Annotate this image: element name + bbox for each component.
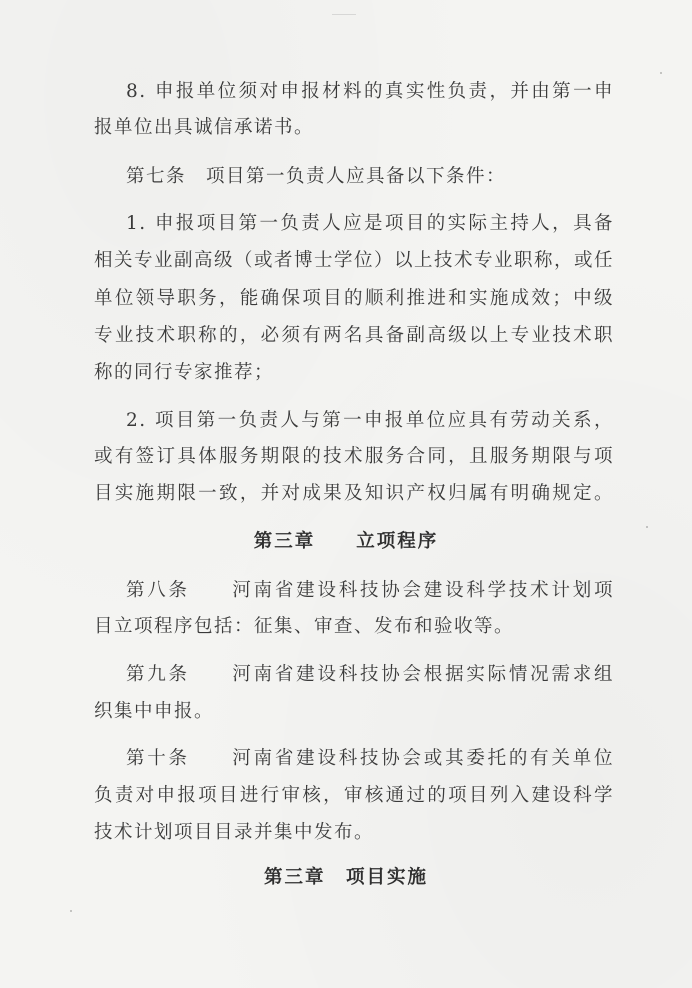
- text-line: 报单位出具诚信承诺书。: [94, 117, 315, 138]
- text-line: 称的同行专家推荐；: [94, 362, 275, 383]
- scan-speck: [646, 526, 648, 528]
- chapter-heading: 第三章 立项程序: [253, 531, 439, 552]
- chapter-heading: 第三章 项目实施: [263, 867, 428, 888]
- scan-mark: [332, 14, 356, 15]
- text-line: 2. 项目第一负责人与第一申报单位应具有劳动关系，: [126, 410, 614, 431]
- text-line: 8. 申报单位须对申报材料的真实性负责，并由第一申: [126, 81, 614, 102]
- text-line: 单位领导职务，能确保项目的顺利推进和实施成效；中级: [94, 288, 614, 309]
- text-line: 第八条 河南省建设科技协会建设科学技术计划项: [126, 580, 614, 601]
- text-line: 织集中申报。: [94, 701, 215, 722]
- text-line: 技术计划项目目录并集中发布。: [94, 822, 375, 843]
- text-line: 1. 申报项目第一负责人应是项目的实际主持人，具备: [126, 213, 614, 234]
- text-line: 专业技术职称的，必须有两名具备副高级以上专业技术职: [94, 325, 614, 346]
- scan-speck: [660, 72, 662, 74]
- text-line: 目立项程序包括：征集、审查、发布和验收等。: [94, 616, 515, 637]
- text-line: 负责对申报项目进行审核，审核通过的项目列入建设科学: [94, 785, 614, 806]
- scan-speck: [70, 910, 72, 912]
- text-line: 目实施期限一致，并对成果及知识产权归属有明确规定。: [94, 483, 614, 504]
- text-line: 第十条 河南省建设科技协会或其委托的有关单位: [126, 748, 614, 769]
- text-line: 或有签订具体服务期限的技术服务合同，且服务期限与项: [94, 446, 614, 467]
- text-line: 第九条 河南省建设科技协会根据实际情况需求组: [126, 664, 614, 685]
- article-heading: 第七条 项目第一负责人应具备以下条件：: [126, 166, 507, 187]
- text-line: 相关专业副高级（或者博士学位）以上技术专业职称，或任: [94, 250, 615, 271]
